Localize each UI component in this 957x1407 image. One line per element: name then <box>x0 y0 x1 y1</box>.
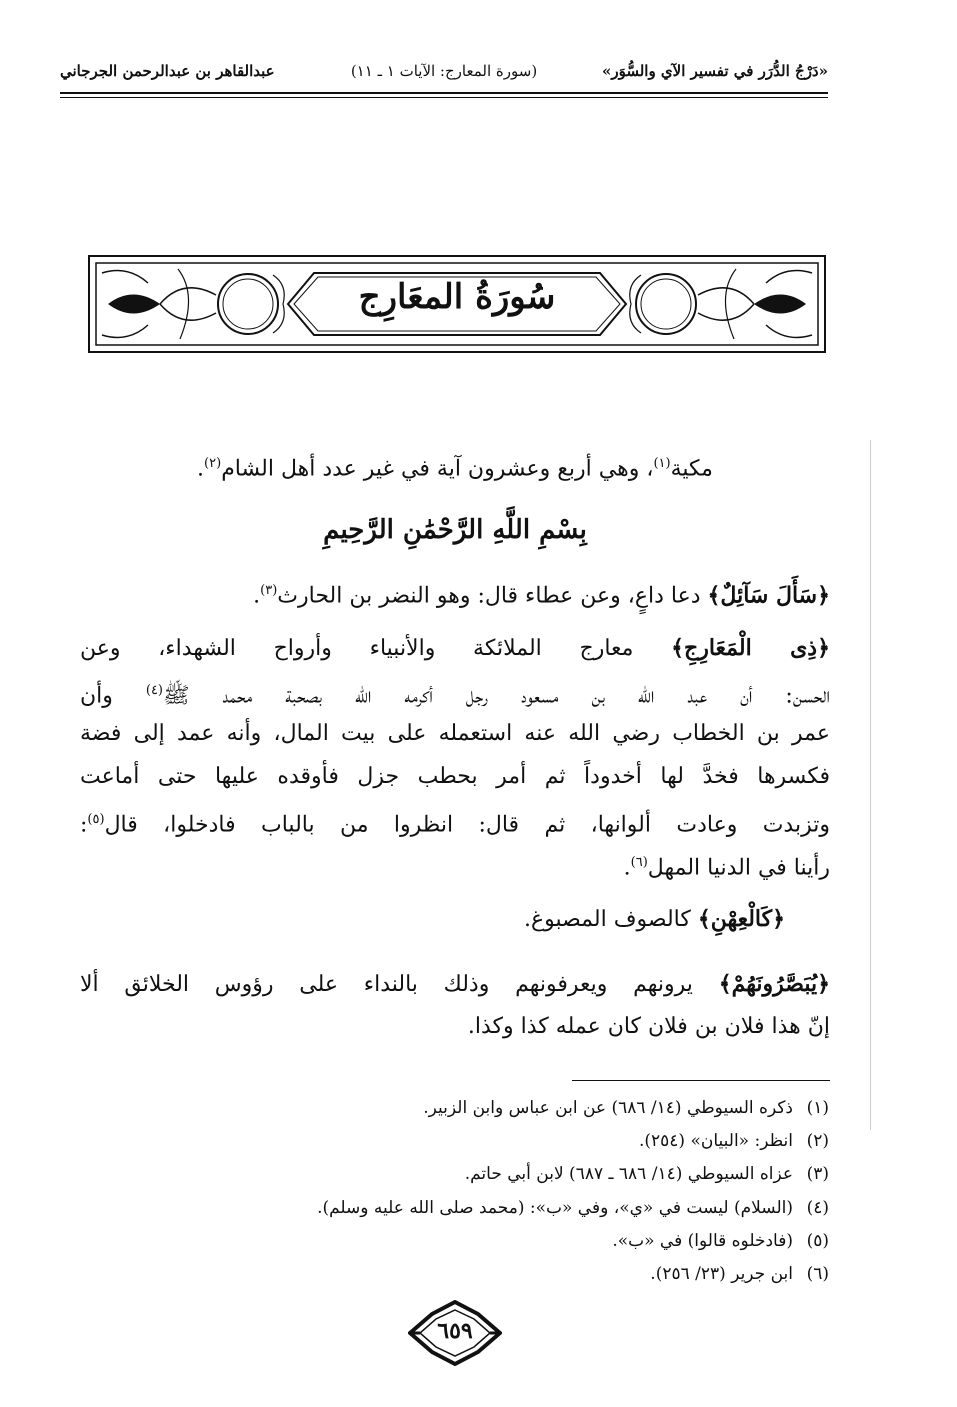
footnote-ref-3[interactable]: (٣) <box>260 583 278 598</box>
quran-quote: ﴿كَالْعِهْنِ﴾ <box>697 906 785 932</box>
running-header <box>60 62 828 88</box>
surah-title-frame <box>88 255 826 353</box>
paragraph-1: ﴿سَأَلَ سَآئِلٌ﴾ دعا داعٍ، وعن عطاء قال: وهو النضر بن الحارث$^{(٣)}$. <box>253 582 830 609</box>
paragraph-4-line-2: إنّ هذا فلان بن فلان كان عمله كذا وكذا. <box>467 1014 830 1039</box>
paragraph-2-line-2: الحسن: أن عبد الله بن مسعود رجل أكرمه الله بصحبة محمد ﷺ$^{(٤)}$ وأن <box>80 683 830 709</box>
intro-line: مكية$^{(١)}$، وهي أربع وعشرون آية في غير عدد أهل الشام$^{(٢)}$. <box>197 456 713 482</box>
page-number: ٦٥٩ <box>437 1318 473 1344</box>
footnote-5: (٥)(فادخلوه قالوا) في «ب». <box>612 1231 829 1251</box>
footnote-4: (٤)(السلام) ليست في «ي»، وفي «ب»: (محمد صلى الله عليه وسلم). <box>317 1198 829 1218</box>
paragraph-2-line-4: فكسرها فخدَّ لها أخدوداً ثم أمر بحطب جزل فأوقده عليها حتى أماعت <box>80 764 830 789</box>
author-name: عبدالقاهر بن عبدالرحمن الجرجاني <box>60 62 275 80</box>
surah-title: سُورَةُ المعَارِج <box>358 277 556 317</box>
footnote-ref-1[interactable]: (١) <box>653 456 671 471</box>
quran-quote: ﴿سَأَلَ سَآئِلٌ﴾ <box>707 582 830 609</box>
footnote-3: (٣)عزاه السيوطي (١٤/ ٦٨٦ ـ ٦٨٧) لابن أبي حاتم. <box>464 1164 829 1184</box>
footnote-ref-4[interactable]: (٤) <box>145 683 163 698</box>
footnote-2: (٢)انظر: «البيان» (٢٥٤). <box>638 1131 829 1151</box>
header-rule-thin <box>60 97 828 98</box>
basmala: بِسْمِ اللَّهِ الرَّحْمَٰنِ الرَّحِيمِ <box>323 515 587 545</box>
header-rule-thick <box>60 92 828 94</box>
sura-reference: (سورة المعارج: الآيات ١ ـ ١١) <box>350 62 538 80</box>
paragraph-2-line-5: وتزبدت وعادت ألوانها، ثم قال: انظروا من بالباب فادخلوا، قال$^{(٥)}$: <box>80 812 830 838</box>
footnote-ref-2[interactable]: (٢) <box>204 456 222 471</box>
footnote-ref-5[interactable]: (٥) <box>87 812 105 827</box>
paragraph-2-line-6: رأينا في الدنيا المهل$^{(٦)}$. <box>623 855 830 881</box>
margin-mark <box>870 440 871 1130</box>
paragraph-3: ﴿كَالْعِهْنِ﴾ كالصوف المصبوغ. <box>523 906 785 932</box>
footnote-1: (١)ذكره السيوطي (١٤/ ٦٨٦) عن ابن عباس وابن الزبير. <box>423 1098 829 1118</box>
quran-quote: ﴿ذِى الْمَعَارِجِ﴾ <box>671 635 830 661</box>
footnote-rule <box>572 1080 830 1081</box>
quran-quote: ﴿يُبَصَّرُونَهُمْ﴾ <box>718 971 830 997</box>
paragraph-2-line-1: ﴿ذِى الْمَعَارِجِ﴾ معارج الملائكة والأنبياء وأرواح الشهداء، وعن <box>80 635 830 661</box>
page-number-badge <box>408 1300 502 1366</box>
footnote-6: (٦)ابن جرير (٢٣/ ٢٥٦). <box>650 1264 829 1284</box>
paragraph-4-line-1: ﴿يُبَصَّرُونَهُمْ﴾ يرونهم ويعرفونهم وذلك بالنداء على رؤوس الخلائق ألا <box>80 971 830 997</box>
footnote-ref-6[interactable]: (٦) <box>630 855 648 870</box>
book-title: «دَرْجُ الدُّرَر في تفسير الآي والسُّوَر» <box>601 62 828 80</box>
paragraph-2-line-3: عمر بن الخطاب رضي الله عنه استعمله على بيت المال، وأنه عمد إلى فضة <box>80 721 830 746</box>
